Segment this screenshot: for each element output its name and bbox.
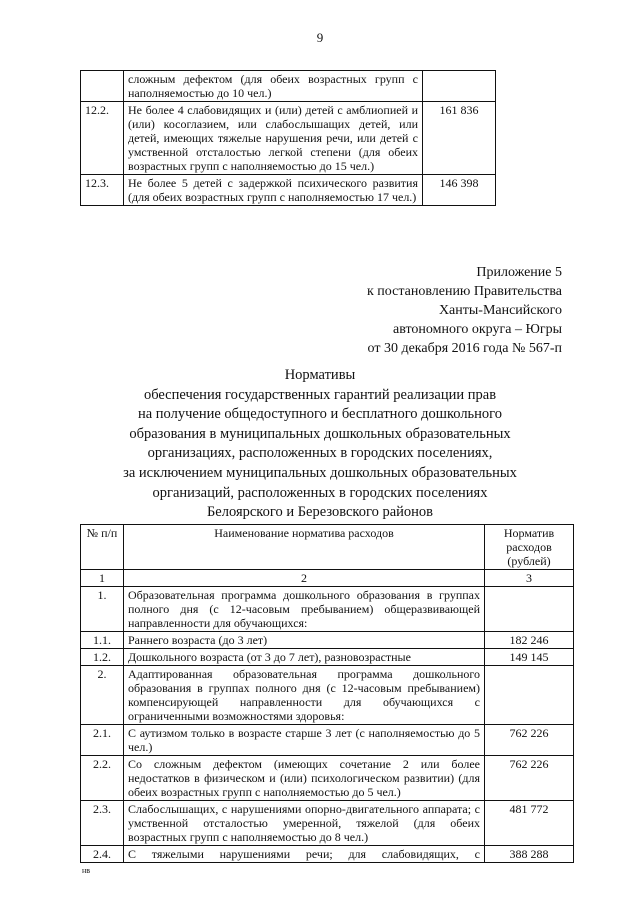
row-number: 12.2. (81, 102, 124, 175)
table-row (81, 632, 574, 649)
index-cell: 2 (124, 570, 485, 587)
table-row (81, 175, 496, 206)
row-text: Дошкольного возраста (от 3 до 7 лет), разновозрастные (124, 649, 485, 666)
table-row (81, 801, 574, 846)
row-text: Не более 5 детей с задержкой психического развития (для обеих возрастных групп с наполняемостью 17 чел.) (124, 175, 423, 206)
header-name: Наименование норматива расходов (124, 525, 485, 570)
row-amount: 182 246 (485, 632, 574, 649)
row-number: 1.2. (81, 649, 124, 666)
row-amount: 161 836 (423, 102, 496, 175)
row-number: 1.1. (81, 632, 124, 649)
title-line: обеспечения государственных гарантий реализации прав (143, 386, 497, 403)
row-number: 2.3. (81, 801, 124, 846)
table-row (81, 649, 574, 666)
row-number: 2.2. (81, 756, 124, 801)
row-amount: 481 772 (485, 801, 574, 846)
page-number: 9 (316, 30, 324, 45)
row-number: 12.3. (81, 175, 124, 206)
appendix-line: Ханты-Мансийского (438, 303, 562, 318)
row-text: Со сложным дефектом (имеющих сочетание 2 или более недостатков в физическом и (или) психологическом развитии) (для обеих возрастных групп с наполняемостью до 5 чел.) (124, 756, 485, 801)
row-text: Образовательная программа дошкольного образования в группах полного дня (с 12-часовым пребыванием) общеразвивающей направленности для обучающихся: (124, 587, 485, 632)
title-line: образования в муниципальных дошкольных образовательных (129, 425, 511, 442)
appendix-line: автономного округа – Югры (393, 322, 562, 337)
footer-mark: нв (82, 866, 91, 875)
table-row (81, 756, 574, 801)
header-amount: Норматив расходов (рублей) (485, 525, 574, 570)
row-amount: 149 145 (485, 649, 574, 666)
title-line: организациях, расположенных в городских поселениях, (147, 445, 493, 462)
table-row (81, 846, 574, 863)
row-number: 2. (81, 666, 124, 725)
table-row (81, 725, 574, 756)
title-line: за исключением муниципальных дошкольных образовательных (123, 464, 517, 481)
title-line: организаций, расположенных в городских поселениях (152, 484, 488, 501)
title-line: на получение общедоступного и бесплатного дошкольного (137, 406, 503, 423)
table-index-row (81, 570, 574, 587)
row-text: Адаптированная образовательная программа дошкольного образования в группах полного дня (с 12-часовым пребыванием) компенсирующей направленности для обучающихся с ограниченными возможностями здоровья: (124, 666, 485, 725)
table-row (81, 71, 496, 102)
table-row (81, 666, 574, 725)
row-text: сложным дефектом (для обеих возрастных групп с наполняемостью до 10 чел.) (124, 71, 423, 102)
row-amount: 146 398 (423, 175, 496, 206)
document-title (0, 366, 640, 523)
table-row (81, 587, 574, 632)
row-amount (485, 587, 574, 632)
row-amount: 762 226 (485, 756, 574, 801)
row-text: Слабослышащих, с нарушениями опорно-двигательного аппарата; с умственной отсталостью умеренной, тяжелой (для обеих возрастных групп с наполняемостью до 8 чел.) (124, 801, 485, 846)
appendix-line: Приложение 5 (476, 265, 562, 280)
title-line: Белоярского и Березовского районов (206, 504, 434, 521)
row-number: 2.1. (81, 725, 124, 756)
row-text: С тяжелыми нарушениями речи; для слабовидящих, с (124, 846, 485, 863)
appendix-line: к постановлению Правительства (366, 284, 562, 299)
row-number: 2.4. (81, 846, 124, 863)
continued-table (80, 70, 496, 206)
row-amount (423, 71, 496, 102)
row-text: С аутизмом только в возрасте старше 3 лет (с наполняемостью до 5 чел.) (124, 725, 485, 756)
title-line: Нормативы (284, 367, 356, 383)
table-header-row (81, 525, 574, 570)
table-row (81, 102, 496, 175)
row-text: Раннего возраста (до 3 лет) (124, 632, 485, 649)
index-cell: 3 (485, 570, 574, 587)
header-num: № п/п (81, 525, 124, 570)
row-amount: 388 288 (485, 846, 574, 863)
appendix-line: от 30 декабря 2016 года № 567-п (367, 341, 562, 356)
row-number (81, 71, 124, 102)
row-text: Не более 4 слабовидящих и (или) детей с амблиопией и (или) косоглазием, или слабослышащих детей, или детей, имеющих тяжелые нарушения речи, или детей с умственной отсталостью легкой степени (для обеих возрастных групп с наполняемостью до 15 чел.) (124, 102, 423, 175)
appendix-header (367, 263, 562, 358)
row-amount (485, 666, 574, 725)
normatives-table (80, 524, 574, 863)
index-cell: 1 (81, 570, 124, 587)
row-number: 1. (81, 587, 124, 632)
row-amount: 762 226 (485, 725, 574, 756)
